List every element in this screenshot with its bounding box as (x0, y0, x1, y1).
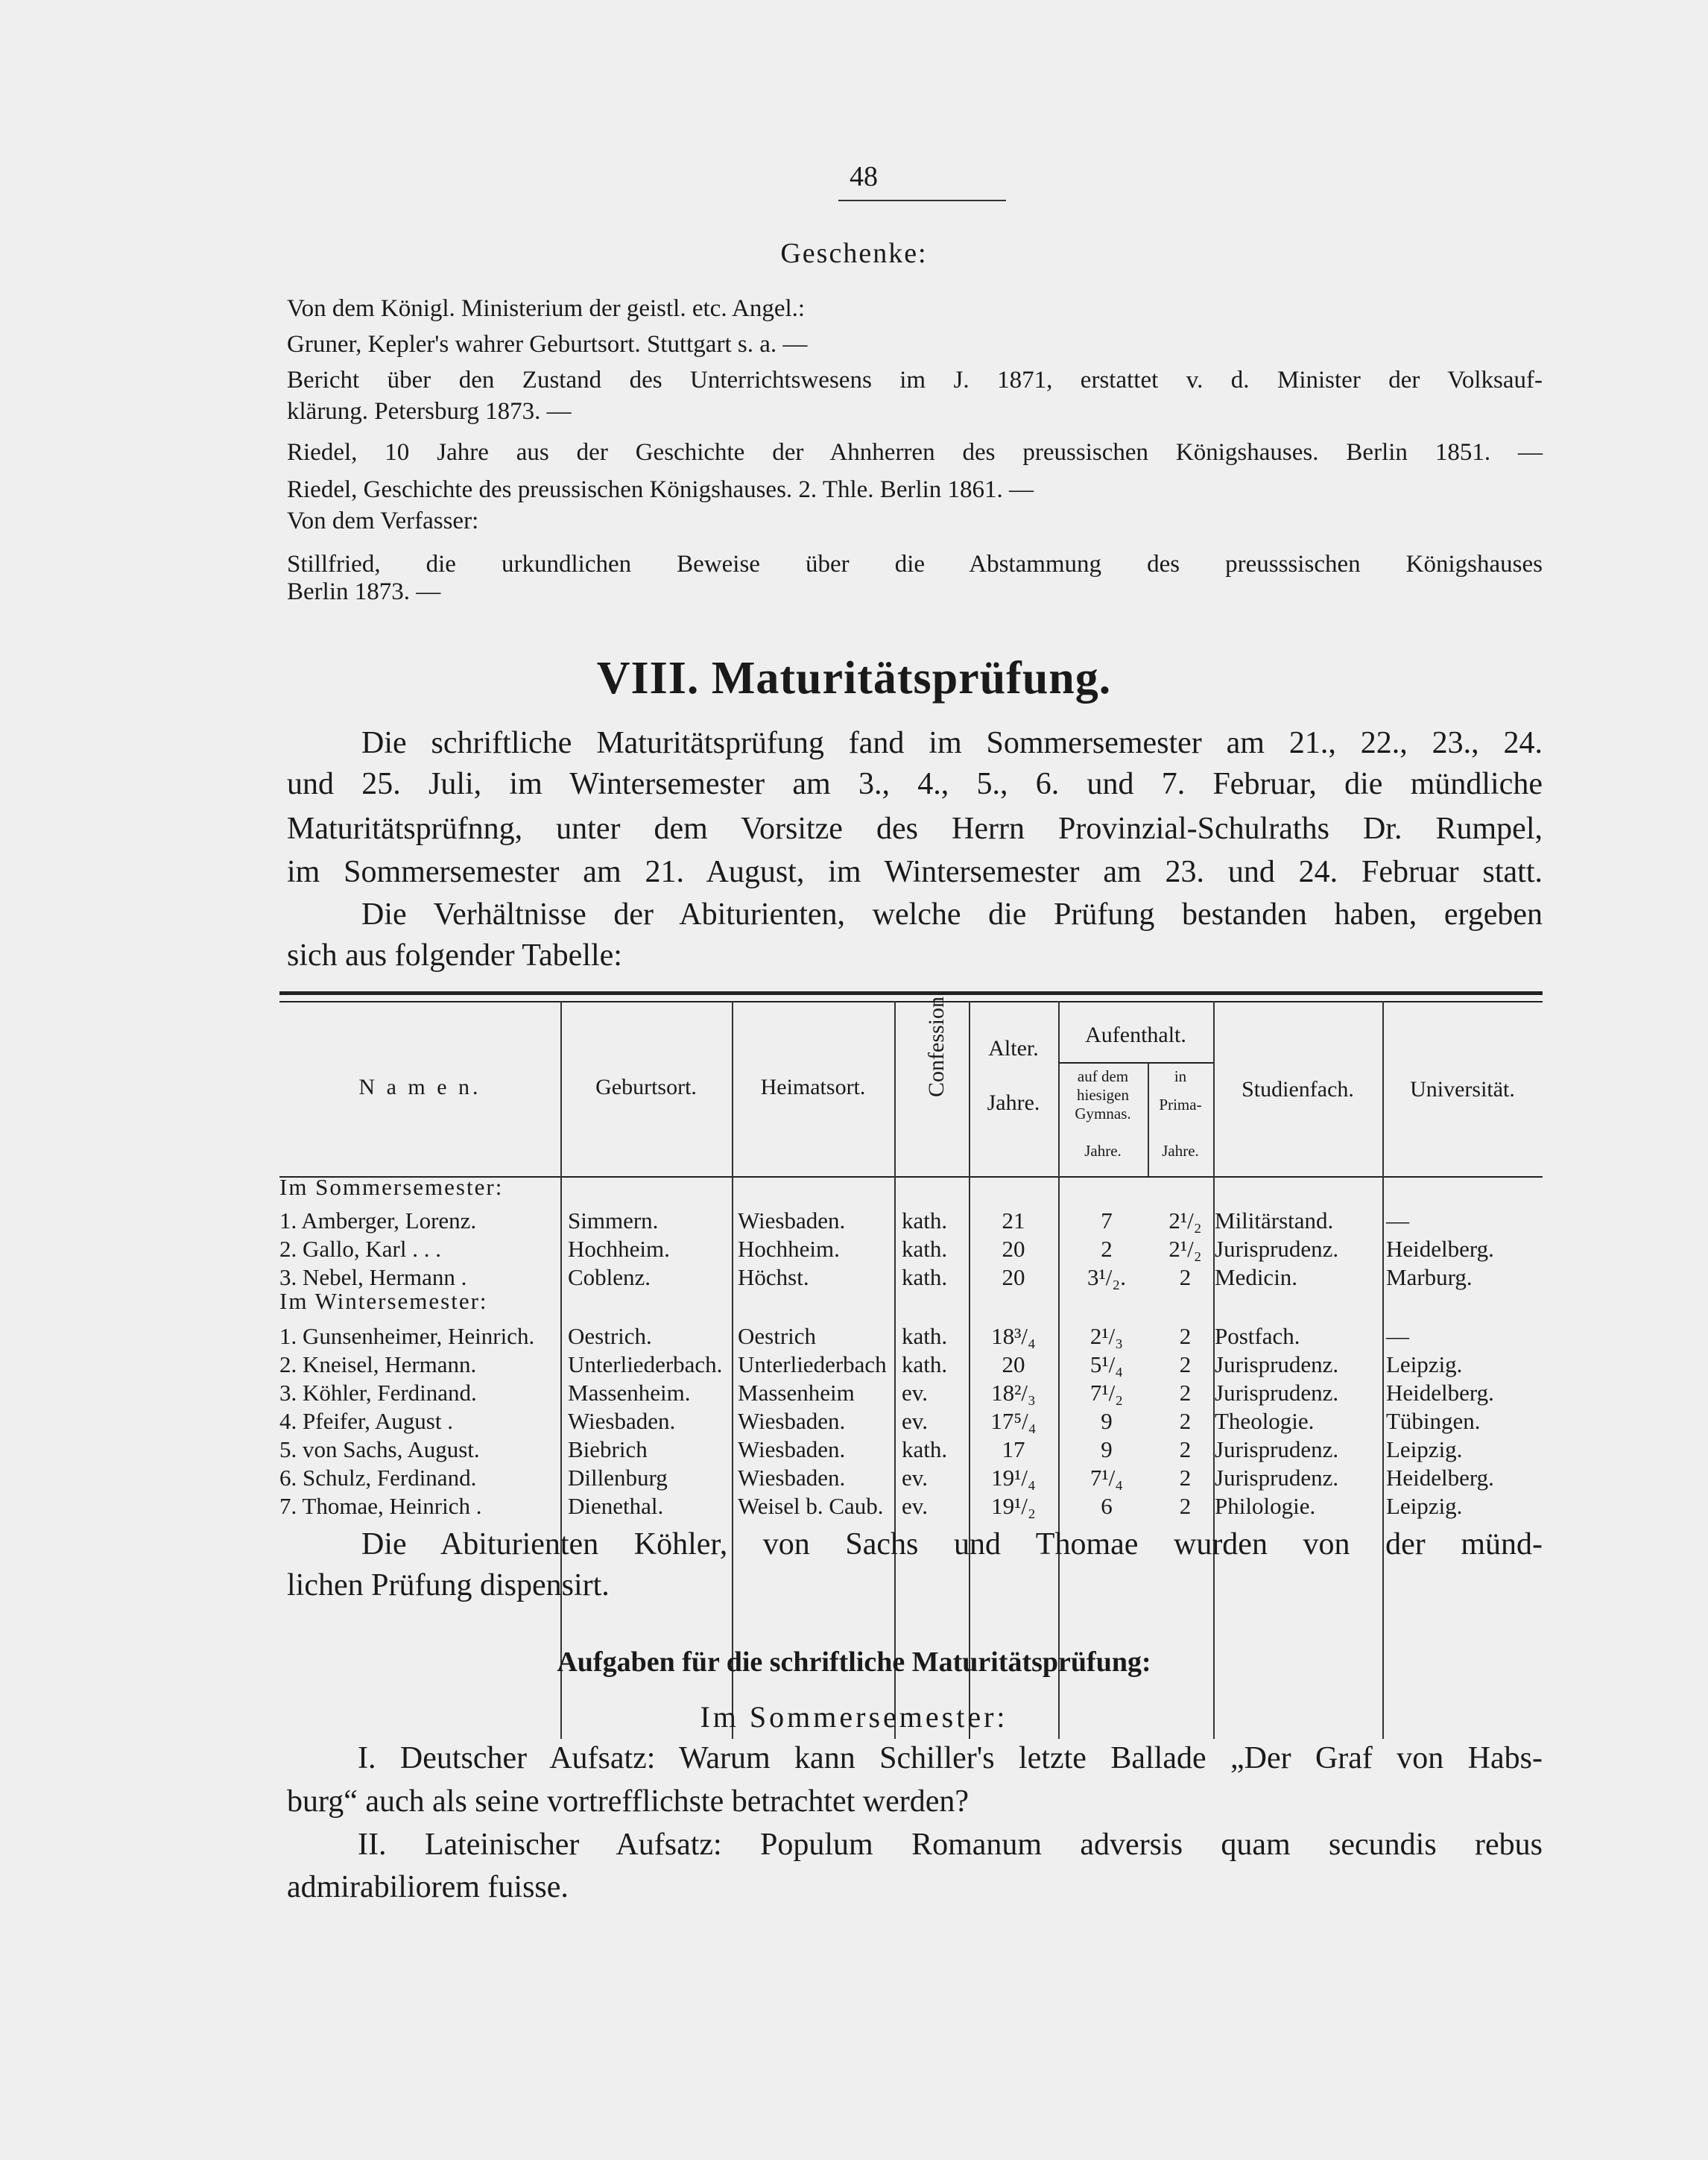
cell-alter: 17 (1002, 1436, 1025, 1462)
cell-studienfach: Philologie. (1215, 1493, 1316, 1519)
cell-gymnas-jahre: 5¹/₄ (1089, 1351, 1124, 1377)
cell-universitaet: Leipzig. (1386, 1436, 1463, 1462)
aufgaben-heading: Aufgaben für die schriftliche Maturitätsprüfung: (557, 1646, 1151, 1678)
header-gymnas-jahre: Jahre. (1084, 1142, 1122, 1160)
cell-confession: ev. (902, 1493, 928, 1519)
cell-confession: ev. (902, 1408, 928, 1434)
cell-alter: 17⁵/₄ (990, 1408, 1037, 1434)
cell-alter: 20 (1002, 1351, 1025, 1377)
cell-studienfach: Jurisprudenz. (1215, 1380, 1339, 1406)
intro-line: sich aus folgender Tabelle: (287, 938, 622, 973)
cell-geburtsort: Simmern. (568, 1207, 659, 1234)
geschenke-line: Von dem Verfasser: (287, 508, 479, 534)
cell-name: 3. Nebel, Hermann . (279, 1264, 467, 1290)
cell-alter: 19¹/₄ (991, 1465, 1036, 1491)
header-universitaet: Universität. (1410, 1077, 1515, 1102)
cell-name: 1. Amberger, Lorenz. (279, 1207, 477, 1234)
cell-studienfach: Medicin. (1215, 1264, 1298, 1290)
cell-prima-jahre: 2 (1179, 1264, 1192, 1290)
cell-geburtsort: Hochheim. (568, 1236, 670, 1262)
cell-alter: 19¹/₂ (991, 1493, 1036, 1519)
cell-gymnas-jahre: 2¹/₃ (1089, 1323, 1124, 1349)
intro-line: Maturitätsprüfnng, unter dem Vorsitze des Herrn Provinzial-Schulraths Dr. Rumpel, (287, 812, 1543, 846)
cell-universitaet: Leipzig. (1386, 1351, 1463, 1377)
cell-universitaet: — (1386, 1323, 1409, 1349)
cell-universitaet: — (1386, 1207, 1409, 1234)
geschenke-line: Bericht über den Zustand des Unterrichtswesens im J. 1871, erstattet v. d. Minister der Volksauf- (287, 367, 1543, 394)
header-in: in (1174, 1067, 1187, 1085)
cell-universitaet: Leipzig. (1386, 1493, 1463, 1519)
header-geburtsort: Geburtsort. (595, 1075, 697, 1099)
cell-geburtsort: Unterliederbach. (568, 1351, 723, 1377)
task-line: burg“ auch als seine vortrefflichste betrachtet werden? (287, 1784, 970, 1819)
geschenke-title: Geschenke: (780, 238, 928, 269)
cell-confession: kath. (902, 1436, 948, 1462)
task-line: I. Deutscher Aufsatz: Warum kann Schiller's letzte Ballade „Der Graf von Habs- (358, 1741, 1543, 1775)
header-alter-jahre: Jahre. (987, 1090, 1040, 1115)
cell-heimatsort: Oestrich (738, 1323, 817, 1349)
header-prima-jahre: Jahre. (1162, 1142, 1199, 1160)
cell-confession: kath. (902, 1323, 948, 1349)
header-hiesigen: hiesigen (1077, 1086, 1129, 1104)
cell-studienfach: Militärstand. (1215, 1207, 1334, 1234)
cell-name: 1. Gunsenheimer, Heinrich. (279, 1323, 535, 1349)
cell-geburtsort: Oestrich. (568, 1323, 652, 1349)
cell-heimatsort: Wiesbaden. (738, 1436, 846, 1462)
winter-label: Im Wintersemester: (279, 1288, 488, 1314)
cell-name: 5. von Sachs, August. (279, 1436, 480, 1462)
cell-prima-jahre: 2 (1179, 1323, 1192, 1349)
task-line: admirabiliorem fuisse. (287, 1870, 569, 1904)
cell-gymnas-jahre: 6 (1101, 1493, 1113, 1519)
cell-heimatsort: Höchst. (738, 1264, 809, 1290)
aufenthalt-rule (1058, 1062, 1213, 1064)
geschenke-line: Berlin 1873. — (287, 578, 441, 605)
cell-gymnas-jahre: 9 (1101, 1436, 1113, 1462)
cell-prima-jahre: 2 (1179, 1465, 1192, 1491)
cell-name: 4. Pfeifer, August . (279, 1408, 453, 1434)
cell-studienfach: Theologie. (1215, 1408, 1315, 1434)
geschenke-line: klärung. Petersburg 1873. — (287, 398, 572, 425)
page-number-rule (838, 200, 1006, 201)
cell-gymnas-jahre: 3¹/₂. (1087, 1264, 1126, 1290)
cell-universitaet: Marburg. (1386, 1264, 1473, 1290)
cell-geburtsort: Coblenz. (568, 1264, 651, 1290)
table-row (0, 1264, 1708, 1297)
cell-confession: kath. (902, 1264, 948, 1290)
dispensed-line: lichen Prüfung dispensirt. (287, 1568, 610, 1602)
cell-geburtsort: Biebrich (568, 1436, 648, 1462)
cell-gymnas-jahre: 9 (1101, 1408, 1113, 1434)
cell-alter: 20 (1002, 1236, 1025, 1262)
cell-name: 7. Thomae, Heinrich . (279, 1493, 482, 1519)
dispensed-line: Die Abiturienten Köhler, von Sachs und Thomae wurden von der münd- (361, 1527, 1543, 1561)
cell-prima-jahre: 2 (1179, 1380, 1192, 1406)
cell-prima-jahre: 2 (1179, 1436, 1192, 1462)
cell-alter: 18²/₃ (991, 1380, 1036, 1406)
cell-confession: ev. (902, 1380, 928, 1406)
header-gymnas: Gymnas. (1075, 1105, 1131, 1122)
cell-heimatsort: Wiesbaden. (738, 1207, 846, 1234)
cell-prima-jahre: 2¹/₂ (1168, 1207, 1202, 1234)
cell-name: 6. Schulz, Ferdinand. (279, 1465, 477, 1491)
cell-heimatsort: Wiesbaden. (738, 1465, 846, 1491)
cell-studienfach: Postfach. (1215, 1323, 1300, 1349)
cell-gymnas-jahre: 7¹/₄ (1089, 1465, 1124, 1491)
geschenke-line: Riedel, 10 Jahre aus der Geschichte der Ahnherren des preussischen Königshauses. Berlin 1851. — (287, 439, 1543, 466)
cell-geburtsort: Wiesbaden. (568, 1408, 676, 1434)
cell-alter: 20 (1002, 1264, 1025, 1290)
cell-gymnas-jahre: 7¹/₂ (1089, 1380, 1124, 1406)
geschenke-line: Riedel, Geschichte des preussischen Königshauses. 2. Thle. Berlin 1861. — (287, 476, 1034, 503)
intro-line: Die schriftliche Maturitätsprüfung fand im Sommersemester am 21., 22., 23., 24. (361, 726, 1543, 760)
cell-heimatsort: Unterliederbach (738, 1351, 887, 1377)
cell-prima-jahre: 2 (1179, 1351, 1192, 1377)
cell-studienfach: Jurisprudenz. (1215, 1436, 1339, 1462)
header-auf-dem: auf dem (1077, 1067, 1129, 1085)
section-heading: VIII. Maturitätsprüfung. (596, 653, 1112, 704)
cell-confession: kath. (902, 1236, 948, 1262)
cell-studienfach: Jurisprudenz. (1215, 1351, 1339, 1377)
cell-confession: ev. (902, 1465, 928, 1491)
cell-name: 2. Gallo, Karl . . . (279, 1236, 441, 1262)
header-prima: Prima- (1159, 1096, 1202, 1114)
header-alter: Alter. (988, 1036, 1039, 1061)
cell-confession: kath. (902, 1351, 948, 1377)
cell-universitaet: Heidelberg. (1386, 1236, 1494, 1262)
summer-label: Im Sommersemester: (279, 1174, 504, 1200)
cell-geburtsort: Massenheim. (568, 1380, 691, 1406)
task-line: II. Lateinischer Aufsatz: Populum Romanum adversis quam secundis rebus (358, 1828, 1543, 1862)
cell-heimatsort: Hochheim. (738, 1236, 840, 1262)
cell-prima-jahre: 2 (1179, 1408, 1192, 1434)
cell-gymnas-jahre: 7 (1101, 1207, 1113, 1234)
cell-studienfach: Jurisprudenz. (1215, 1465, 1339, 1491)
cell-name: 2. Kneisel, Hermann. (279, 1351, 477, 1377)
cell-alter: 18³/₄ (991, 1323, 1036, 1349)
page-number: 48 (850, 161, 878, 192)
cell-confession: kath. (902, 1207, 948, 1234)
intro-line: und 25. Juli, im Wintersemester am 3., 4., 5., 6. und 7. Februar, die mündliche (287, 767, 1543, 801)
cell-heimatsort: Weisel b. Caub. (738, 1493, 884, 1519)
cell-prima-jahre: 2¹/₂ (1168, 1236, 1202, 1262)
header-studienfach: Studienfach. (1242, 1077, 1354, 1102)
table-top-rule (279, 991, 1543, 995)
cell-heimatsort: Massenheim (738, 1380, 855, 1406)
geschenke-line: Stillfried, die urkundlichen Beweise über die Abstammung des preusssischen Königshauses (287, 551, 1543, 578)
table-row (0, 1493, 1708, 1526)
intro-line: Die Verhältnisse der Abiturienten, welche die Prüfung bestanden haben, ergeben (361, 897, 1543, 932)
cell-alter: 21 (1002, 1207, 1025, 1234)
cell-geburtsort: Dienethal. (568, 1493, 664, 1519)
cell-heimatsort: Wiesbaden. (738, 1408, 846, 1434)
header-namen: N a m e n. (358, 1075, 481, 1099)
cell-gymnas-jahre: 2 (1101, 1236, 1113, 1262)
geschenke-line: Von dem Königl. Ministerium der geistl. etc. Angel.: (287, 295, 806, 322)
cell-universitaet: Heidelberg. (1386, 1465, 1494, 1491)
table-top-rule-thin (279, 1001, 1543, 1002)
header-heimatsort: Heimatsort. (760, 1075, 866, 1099)
cell-universitaet: Heidelberg. (1386, 1380, 1494, 1406)
cell-universitaet: Tübingen. (1386, 1408, 1481, 1434)
geschenke-line: Gruner, Kepler's wahrer Geburtsort. Stuttgart s. a. — (287, 331, 808, 358)
cell-studienfach: Jurisprudenz. (1215, 1236, 1339, 1262)
cell-name: 3. Köhler, Ferdinand. (279, 1380, 477, 1406)
header-confession: Confession. (924, 991, 949, 1097)
intro-line: im Sommersemester am 21. August, im Wintersemester am 23. und 24. Februar statt. (287, 855, 1543, 889)
cell-prima-jahre: 2 (1179, 1493, 1192, 1519)
cell-geburtsort: Dillenburg (568, 1465, 668, 1491)
header-aufenthalt: Aufenthalt. (1085, 1023, 1186, 1047)
sommer-heading: Im Sommersemester: (700, 1700, 1008, 1734)
